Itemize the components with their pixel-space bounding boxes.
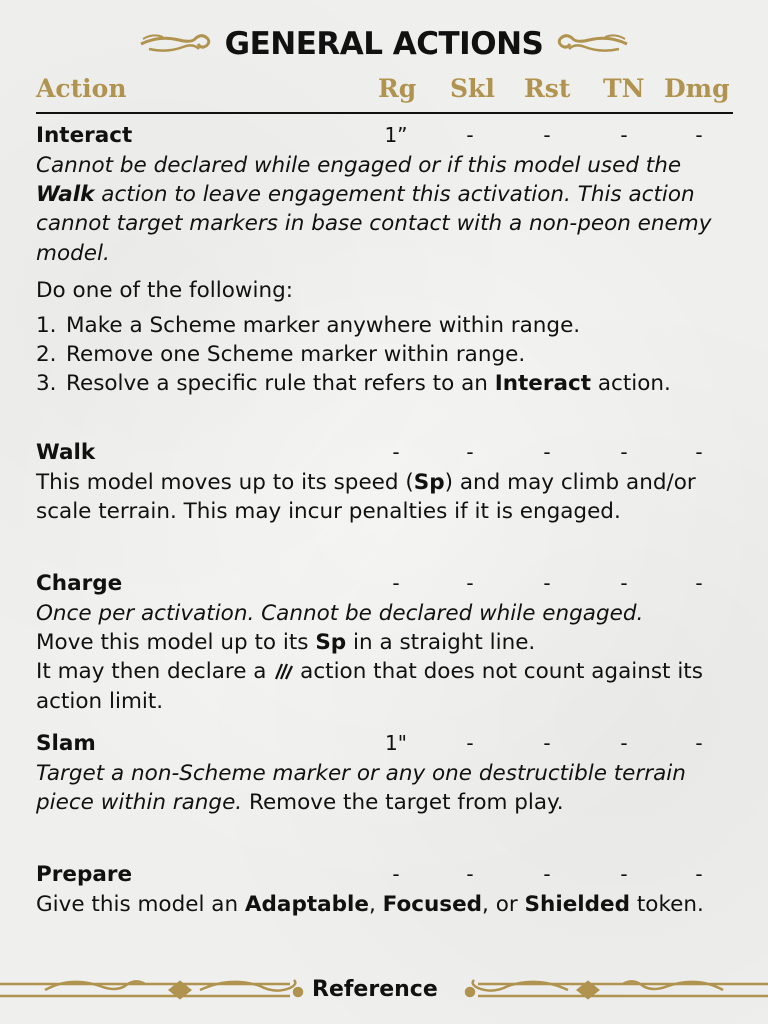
stat-dmg: -	[695, 731, 703, 755]
header-dmg: Dmg	[664, 74, 730, 103]
stat-tn: -	[620, 731, 628, 755]
right-flourish-icon	[555, 29, 629, 59]
stat-tn: -	[620, 862, 628, 886]
stat-dmg: -	[695, 123, 703, 147]
list-item	[36, 311, 736, 340]
stat-skl: -	[466, 731, 474, 755]
header-rg: Rg	[378, 74, 417, 103]
list-text: Resolve a specific rule that refers to an	[66, 371, 495, 397]
footer	[0, 972, 768, 1012]
stat-rst: -	[543, 571, 551, 595]
stat-rst: -	[543, 731, 551, 755]
stat-tn: -	[620, 440, 628, 464]
action-name: Walk	[36, 440, 96, 465]
restriction-walk: Walk	[36, 182, 95, 208]
stat-rg: 1"	[385, 731, 407, 755]
text-sp: Sp	[413, 470, 445, 495]
token-adaptable: Adaptable	[244, 892, 369, 917]
stat-rg: 1”	[384, 123, 408, 147]
header-action: Action	[36, 74, 127, 103]
stat-rst: -	[543, 123, 551, 147]
stat-skl: -	[466, 123, 474, 147]
footer-label: Reference	[312, 977, 438, 1002]
action-interact	[36, 121, 736, 399]
stat-tn: -	[620, 123, 628, 147]
list-text: Remove one Scheme marker within range.	[66, 342, 526, 368]
list-item	[36, 369, 736, 398]
action-name: Prepare	[36, 862, 133, 887]
action-walk	[36, 438, 736, 526]
melee-claw-icon	[273, 661, 293, 681]
action-slam	[36, 729, 736, 817]
action-line	[36, 628, 736, 657]
action-row	[36, 860, 736, 890]
text-part: Give this model an	[36, 892, 245, 917]
action-name: Interact	[36, 123, 133, 148]
text-sp: Sp	[315, 630, 347, 656]
table-header	[36, 74, 733, 114]
stat-rst: -	[543, 440, 551, 464]
list-num: 2.	[36, 342, 57, 368]
token-focused: Focused	[382, 892, 483, 917]
action-restriction: Target a non-Scheme marker or any one destructible terrain piece within range.	[36, 761, 686, 816]
title-row	[0, 24, 768, 64]
stat-skl: -	[466, 862, 474, 886]
stat-dmg: -	[695, 571, 703, 595]
restriction-text: Cannot be declared while engaged or if this model used the	[36, 153, 682, 178]
text-part: Move this model up to its	[36, 630, 316, 656]
list-num: 3.	[36, 371, 57, 397]
action-text	[36, 759, 736, 817]
list-after: action.	[591, 371, 671, 397]
action-row	[36, 569, 736, 599]
text-part: Remove the target from play.	[242, 790, 564, 816]
action-restriction	[36, 151, 736, 268]
action-text	[36, 890, 736, 919]
action-restriction: Once per activation. Cannot be declared while engaged.	[36, 601, 644, 626]
action-charge	[36, 569, 736, 716]
stat-rst: -	[543, 862, 551, 886]
stat-rg: -	[392, 862, 400, 886]
text-part-2: token.	[630, 892, 704, 917]
action-row	[36, 729, 736, 759]
text-sep: ,	[368, 892, 383, 917]
header-skl: Skl	[450, 74, 495, 103]
text-part: This model moves up to its speed (	[36, 470, 414, 495]
stat-dmg: -	[695, 440, 703, 464]
action-intro: Do one of the following:	[36, 277, 293, 303]
text-part-2: action that does not count against its action limit.	[36, 659, 703, 714]
action-line	[36, 657, 736, 715]
action-row	[36, 121, 736, 151]
token-shielded: Shielded	[524, 892, 631, 917]
action-row	[36, 438, 736, 468]
list-item	[36, 340, 736, 369]
stat-rg: -	[392, 571, 400, 595]
list-text: Make a Scheme marker anywhere within range.	[66, 313, 581, 339]
text-sep: , or	[482, 892, 525, 917]
stat-skl: -	[466, 571, 474, 595]
list-bold: Interact	[494, 371, 592, 397]
stat-skl: -	[466, 440, 474, 464]
left-flourish-icon	[139, 29, 213, 59]
action-name: Slam	[36, 731, 96, 756]
text-part-2: in a straight line.	[346, 630, 536, 656]
header-rst: Rst	[524, 74, 571, 103]
page-title: GENERAL ACTIONS	[224, 26, 544, 62]
stat-tn: -	[620, 571, 628, 595]
action-prepare	[36, 860, 736, 919]
stat-rg: -	[392, 440, 400, 464]
option-list	[36, 311, 736, 399]
restriction-text-2: action to leave engagement this activation. This action cannot target markers in base contact with a non-peon enemy model.	[36, 182, 712, 266]
list-num: 1.	[36, 313, 57, 339]
text-part: It may then declare a	[36, 659, 274, 685]
text-part-2: ) and may climb and/or scale terrain. This may incur penalties if it is engaged.	[36, 470, 696, 525]
stat-dmg: -	[695, 862, 703, 886]
action-text	[36, 468, 736, 526]
header-tn: TN	[603, 74, 645, 103]
action-name: Charge	[36, 571, 123, 596]
